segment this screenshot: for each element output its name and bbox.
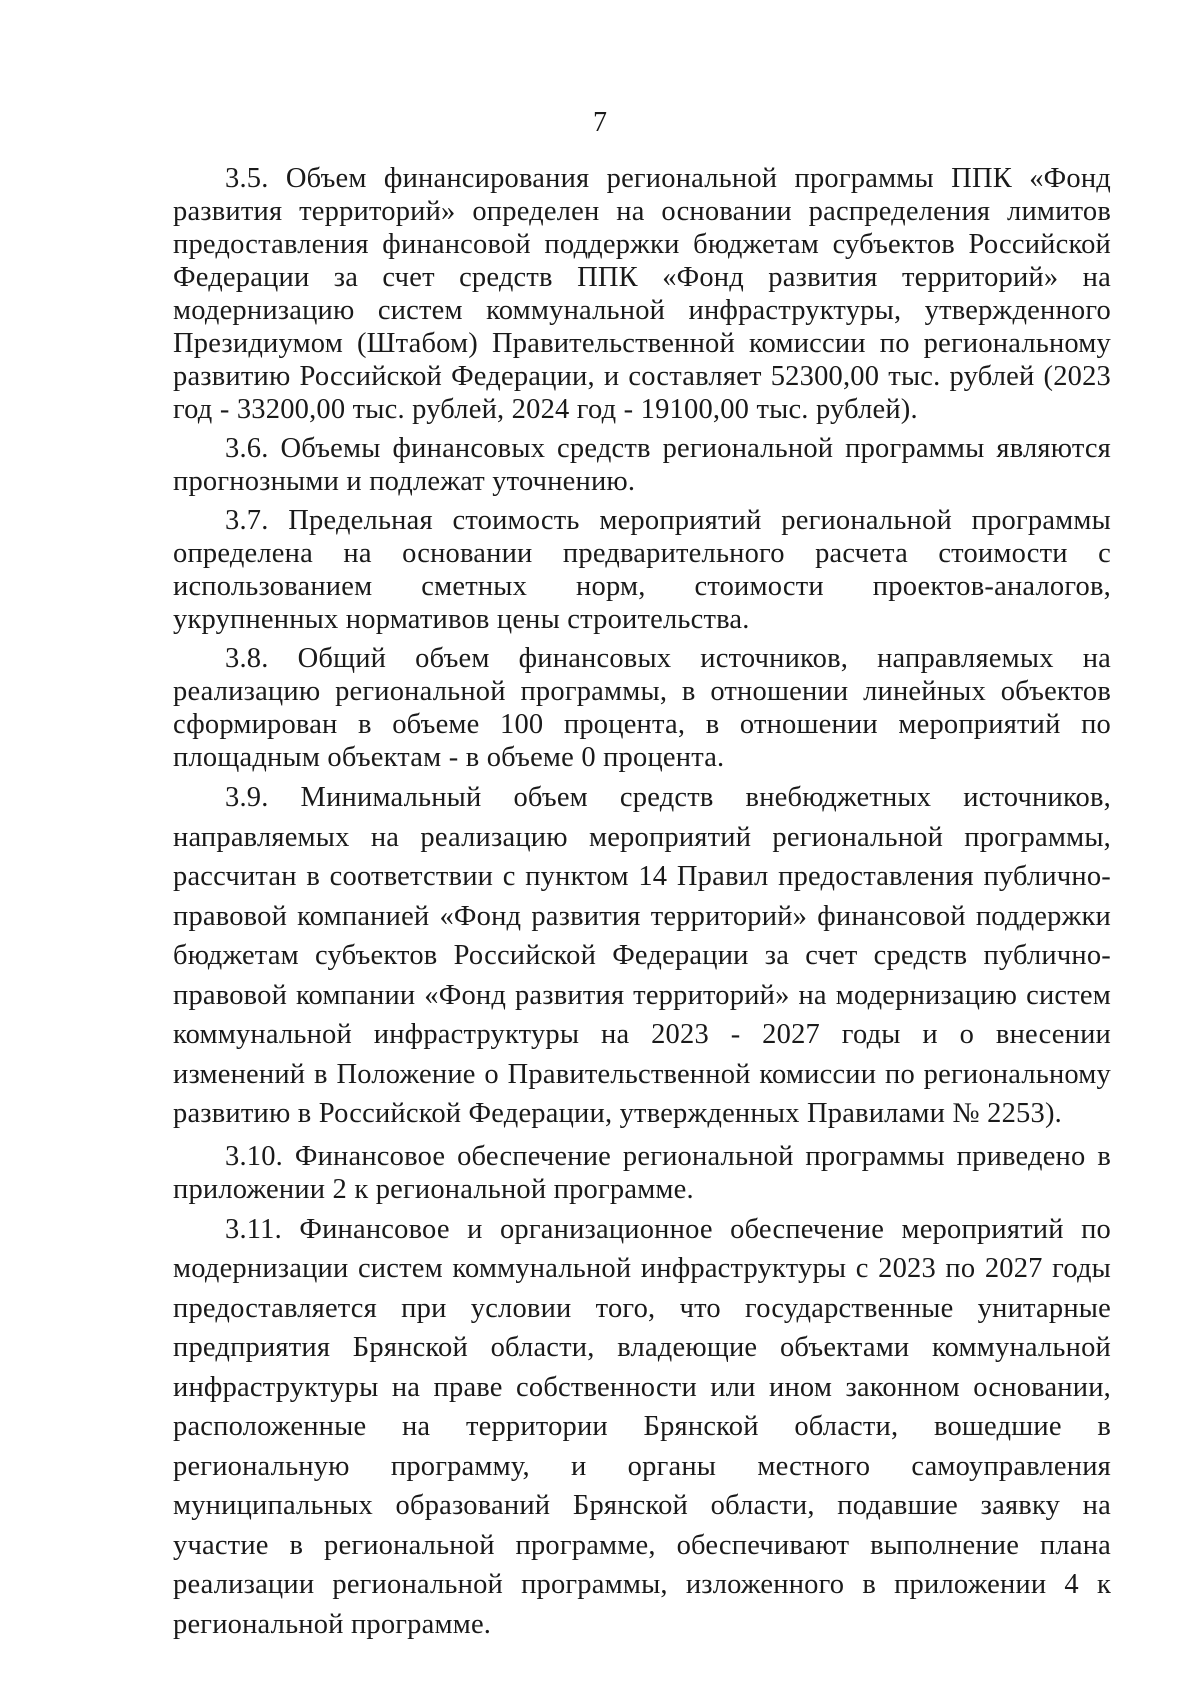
document-body <box>173 162 1111 1644</box>
paragraph-3-10: 3.10. Финансовое обеспечение региональной программы приведено в приложении 2 к региональной программе. <box>173 1140 1111 1205</box>
paragraph-3-7: 3.7. Предельная стоимость мероприятий региональной программы определена на основании предварительного расчета стоимости с использованием сметных норм, стоимости проектов-аналогов, укрупненных нормативов цены строительства. <box>173 505 1111 635</box>
paragraph-3-8: 3.8. Общий объем финансовых источников, направляемых на реализацию региональной программы, в отношении линейных объектов сформирован в объеме 100 процента, в отношении мероприятий по площадным объектам - в объеме 0 процента. <box>173 643 1111 773</box>
paragraph-3-11: 3.11. Финансовое и организационное обеспечение мероприятий по модернизации систем коммунальной инфраструктуры с 2023 по 2027 годы предоставляется при условии того, что государственные унитарные предприятия Брянской области, владеющие объектами коммунальной инфраструктуры на праве собственности или ином законном основании, расположенные на территории Брянской области, вошедшие в региональную программу, и органы местного самоуправления муниципальных образований Брянской области, подавшие заявку на участие в региональной программе, обеспечивают выполнение плана реализации региональной программы, изложенного в приложении 4 к региональной программе. <box>173 1213 1111 1640</box>
paragraph-3-5: 3.5. Объем финансирования региональной программы ППК «Фонд развития территорий» определен на основании распределения лимитов предоставления финансовой поддержки бюджетам субъектов Российской Федерации за счет средств ППК «Фонд развития территорий» на модернизацию систем коммунальной инфраструктуры, утвержденного Президиумом (Штабом) Правительственной комиссии по региональному развитию Российской Федерации, и составляет 52300,00 тыс. рублей (2023 год - 33200,00 тыс. рублей, 2024 год - 19100,00 тыс. рублей). <box>173 163 1111 425</box>
page-number: 7 <box>593 107 607 138</box>
paragraph-3-9: 3.9. Минимальный объем средств внебюджетных источников, направляемых на реализацию мероприятий региональной программы, рассчитан в соответствии с пунктом 14 Правил предоставления публично-правовой компанией «Фонд развития территорий» финансовой поддержки бюджетам субъектов Российской Федерации за счет средств публично-правовой компании «Фонд развития территорий» на модернизацию систем коммунальной инфраструктуры на 2023 - 2027 годы и о внесении изменений в Положение о Правительственной комиссии по региональному развитию в Российской Федерации, утвержденных Правилами № 2253). <box>173 782 1111 1129</box>
paragraph-3-6: 3.6. Объемы финансовых средств региональной программы являются прогнозными и подлежат уточнению. <box>173 433 1111 497</box>
